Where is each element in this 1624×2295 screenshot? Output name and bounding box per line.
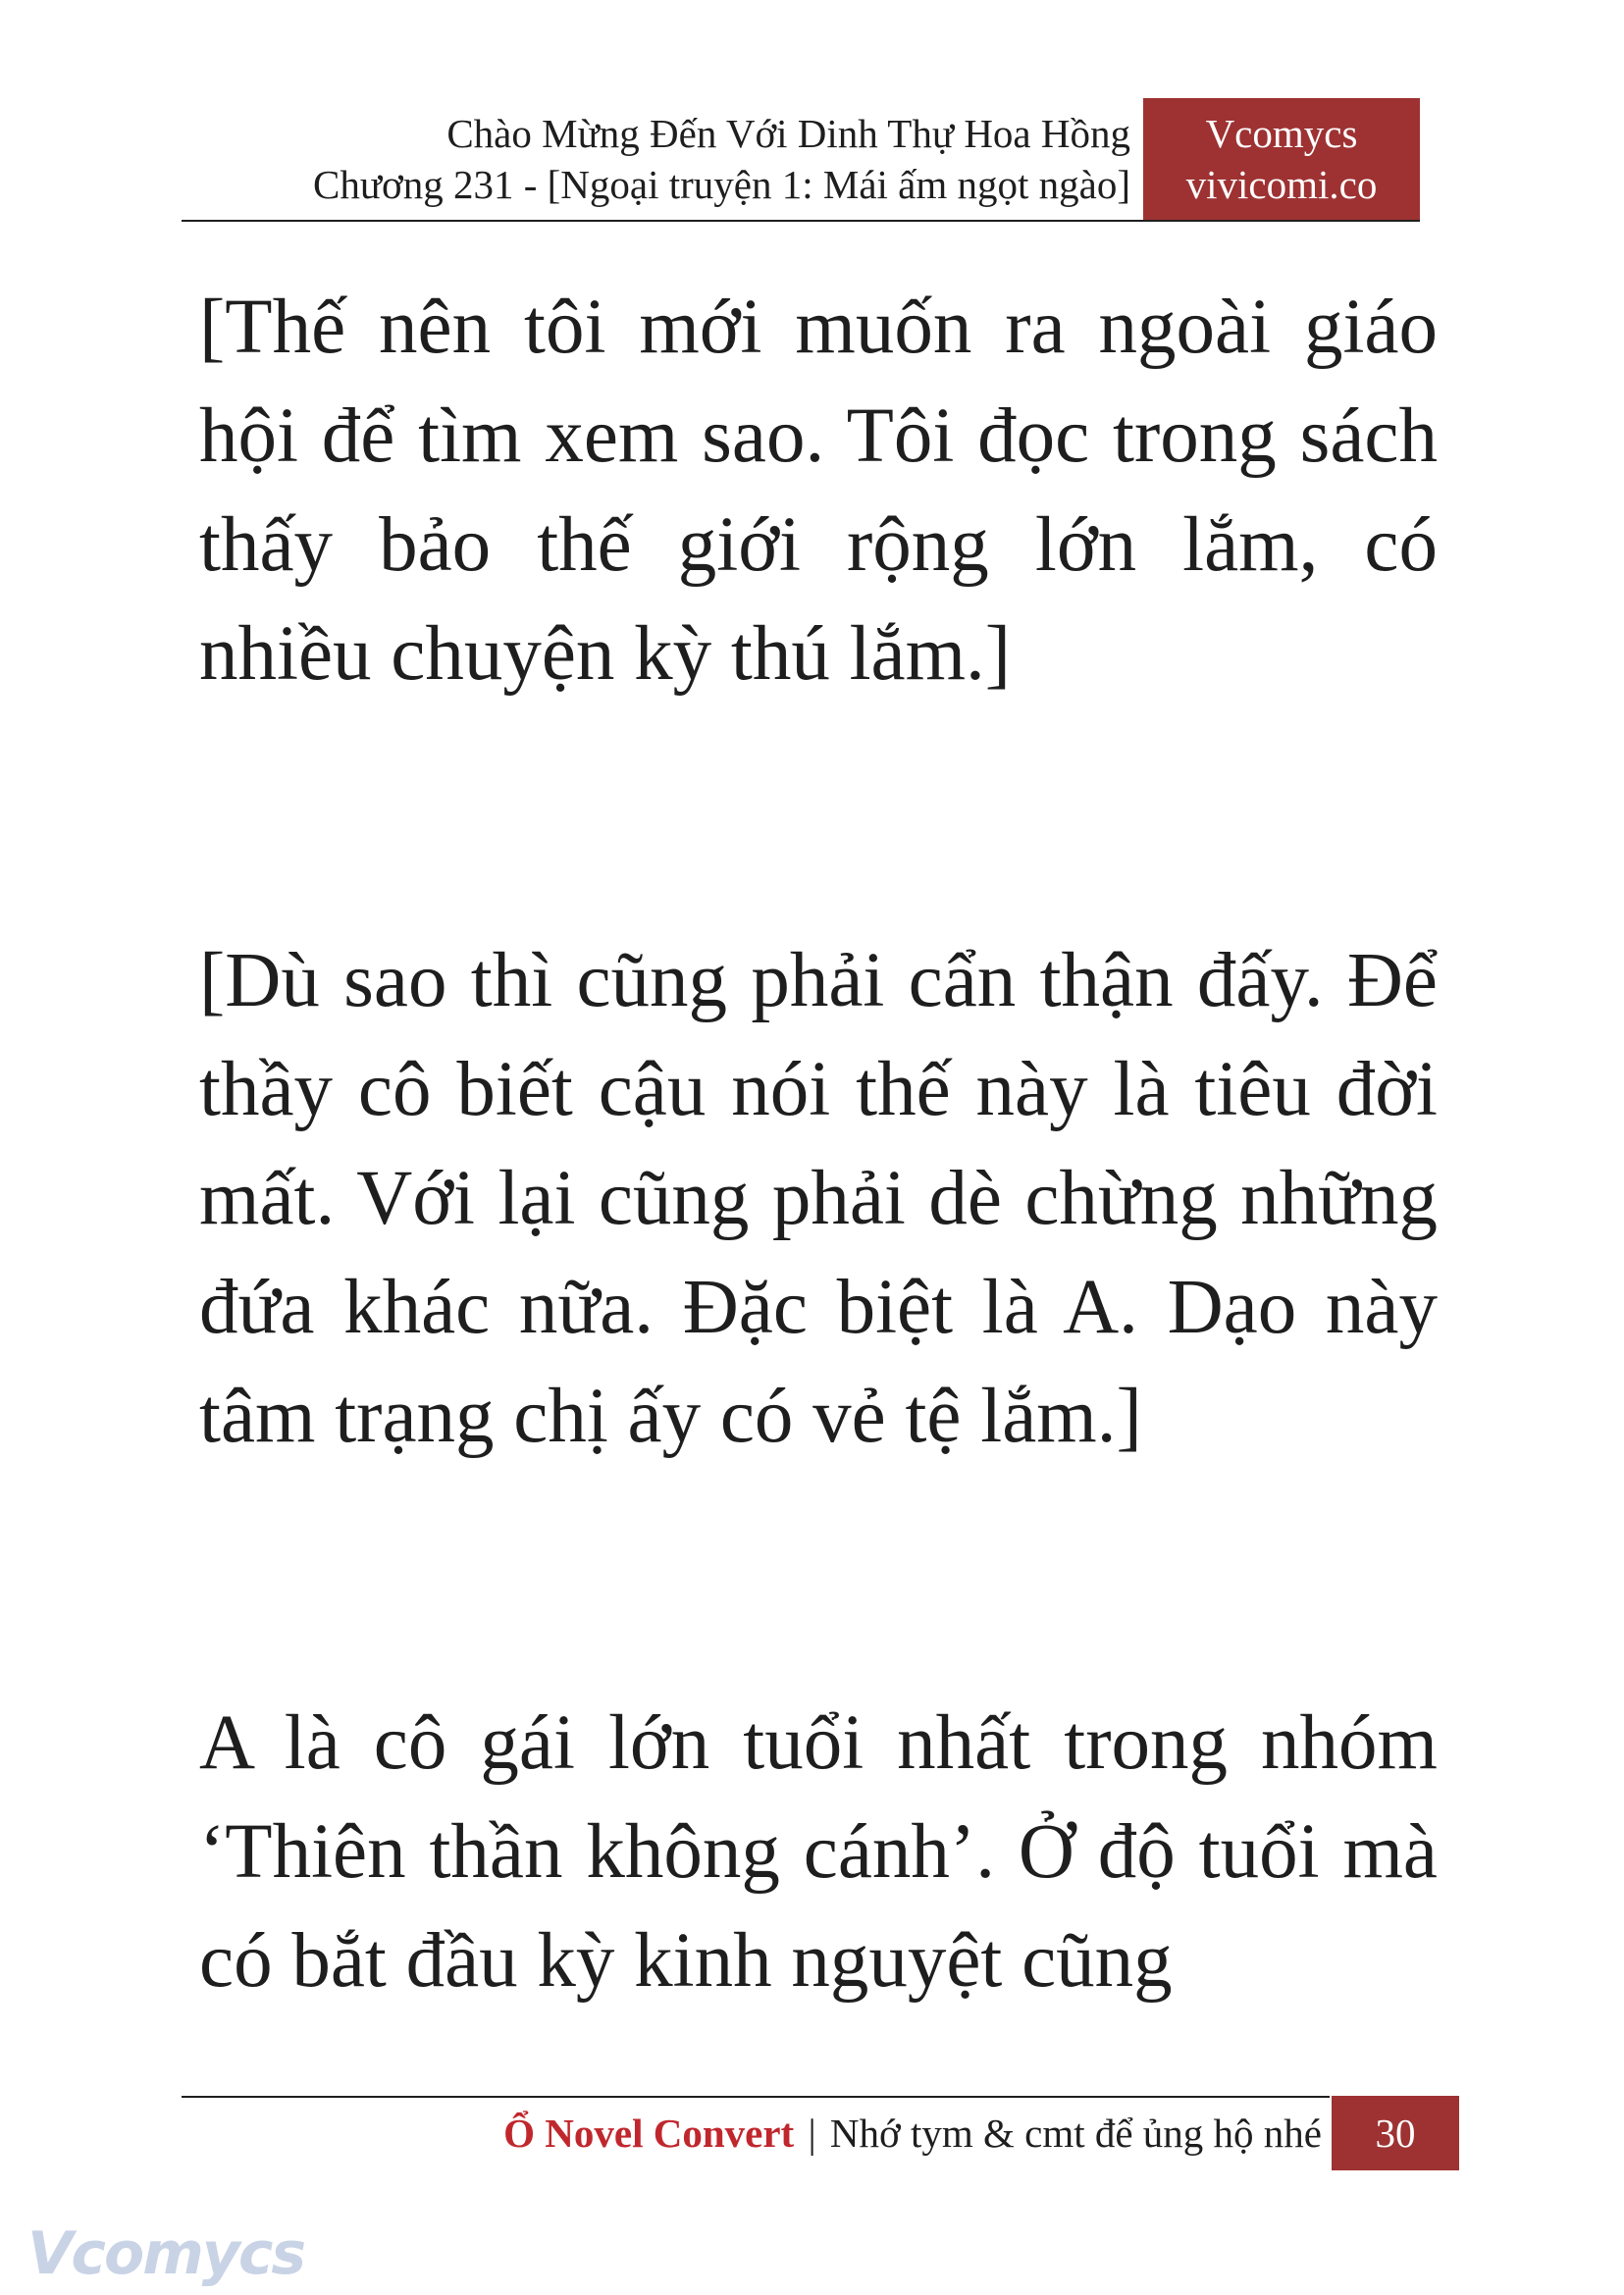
page-body — [199, 273, 1438, 2015]
footer-divider — [182, 2096, 1330, 2098]
footer-brand: Ổ Novel Convert — [503, 2111, 795, 2156]
paragraph: [Dù sao thì cũng phải cẩn thận đấy. Để thầy cô biết cậu nói thế này là tiêu đời mất. Với lại cũng phải dè chừng những đứa khác nữa. Đặc biệt là A. Dạo này tâm trạng chị ấy có vẻ tệ lắm.] — [199, 938, 1438, 1459]
page-footer — [182, 2096, 1459, 2174]
chapter-title: Chương 231 - [Ngoại truyện 1: Mái ấm ngọt ngào] — [312, 162, 1130, 207]
site-badge-url: vivicomi.co — [1185, 162, 1378, 207]
site-badge-name: Vcomycs — [1205, 111, 1358, 156]
book-title: Chào Mừng Đến Với Dinh Thự Hoa Hồng — [446, 111, 1130, 156]
footer-text — [503, 2106, 1322, 2161]
footer-separator: | — [808, 2111, 816, 2156]
footer-note: Nhớ tym & cmt để ủng hộ nhé — [829, 2111, 1322, 2156]
site-badge — [1143, 98, 1420, 220]
paragraph: [Thế nên tôi mới muốn ra ngoài giáo hội để tìm xem sao. Tôi đọc trong sách thấy bảo thế giới rộng lớn lắm, có nhiều chuyện kỳ thú lắm.] — [199, 285, 1438, 697]
watermark-logo: Vcomycs — [27, 2219, 305, 2288]
page-number: 30 — [1332, 2096, 1459, 2170]
header-titles — [313, 108, 1130, 210]
page-header — [182, 98, 1420, 222]
header-divider — [182, 220, 1420, 222]
paragraph: A là cô gái lớn tuổi nhất trong nhóm ‘Thiên thần không cánh’. Ở độ tuổi mà có bắt đầu kỳ kinh nguyệt cũng — [199, 1700, 1438, 2004]
